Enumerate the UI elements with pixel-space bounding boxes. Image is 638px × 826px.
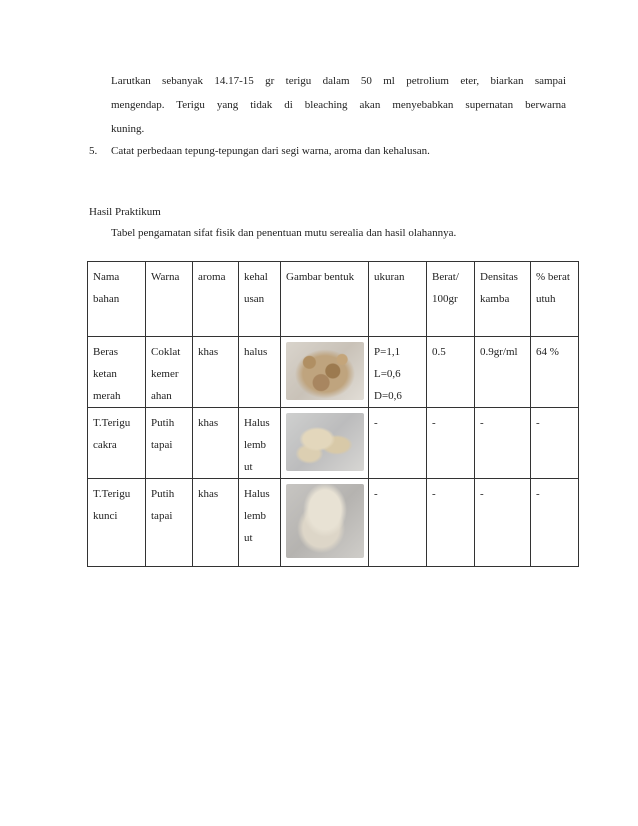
paragraph-line: kuning. (111, 123, 145, 135)
cell-gambar (281, 479, 369, 567)
table-caption: Tabel pengamatan sifat fisik dan penentuan mutu serealia dan hasil olahannya. (111, 227, 457, 239)
cell-warna: Putih tapai (146, 408, 193, 479)
cell-utuh: - (531, 408, 579, 479)
header-densitas: Densitas kamba (475, 262, 531, 337)
cell-aroma: khas (193, 337, 239, 408)
flour-photo (286, 484, 364, 558)
header-ukuran: ukuran (369, 262, 427, 337)
list-item-number: 5. (89, 145, 98, 157)
cell-ukuran: - (369, 479, 427, 567)
paragraph-line: mengendap. Terigu yang tidak di bleaching akan menyebabkan supernatan berwarna (111, 99, 566, 111)
table-row (88, 479, 579, 567)
observation-table (87, 261, 579, 567)
table-header-row (88, 262, 579, 337)
cell-kehalusan: Halus lemb ut (239, 479, 281, 567)
cell-aroma: khas (193, 408, 239, 479)
table-row (88, 408, 579, 479)
cell-nama: Beras ketan merah (88, 337, 146, 408)
cell-densitas: - (475, 479, 531, 567)
header-berat: Berat/ 100gr (427, 262, 475, 337)
header-aroma: aroma (193, 262, 239, 337)
paragraph-line: Larutkan sebanyak 14.17-15 gr terigu dalam 50 ml petrolium eter, biarkan sampai (111, 75, 566, 87)
cell-warna: Coklat kemer ahan (146, 337, 193, 408)
cell-warna: Putih tapai (146, 479, 193, 567)
cell-gambar (281, 337, 369, 408)
cell-densitas: - (475, 408, 531, 479)
cell-kehalusan: Halus lemb ut (239, 408, 281, 479)
cell-berat: - (427, 479, 475, 567)
header-gambar: Gambar bentuk (281, 262, 369, 337)
cell-utuh: 64 % (531, 337, 579, 408)
cell-berat: - (427, 408, 475, 479)
header-utuh: % berat utuh (531, 262, 579, 337)
cell-gambar (281, 408, 369, 479)
table-row (88, 337, 579, 408)
cell-densitas: 0.9gr/ml (475, 337, 531, 408)
rice-photo (286, 342, 364, 400)
instruction-paragraph (111, 69, 566, 141)
cell-kehalusan: halus (239, 337, 281, 408)
list-item-5 (89, 141, 430, 161)
header-warna: Warna (146, 262, 193, 337)
header-nama: Nama bahan (88, 262, 146, 337)
cell-nama: T.Terigu cakra (88, 408, 146, 479)
cell-aroma: khas (193, 479, 239, 567)
list-item-text: Catat perbedaan tepung-tepungan dari segi warna, aroma dan kehalusan. (111, 145, 430, 157)
header-kehalusan: kehal usan (239, 262, 281, 337)
cell-ukuran: - (369, 408, 427, 479)
flour-photo (286, 413, 364, 471)
cell-utuh: - (531, 479, 579, 567)
section-heading: Hasil Praktikum (89, 206, 161, 218)
cell-berat: 0.5 (427, 337, 475, 408)
cell-nama: T.Terigu kunci (88, 479, 146, 567)
cell-ukuran: P=1,1 L=0,6 D=0,6 (369, 337, 427, 408)
